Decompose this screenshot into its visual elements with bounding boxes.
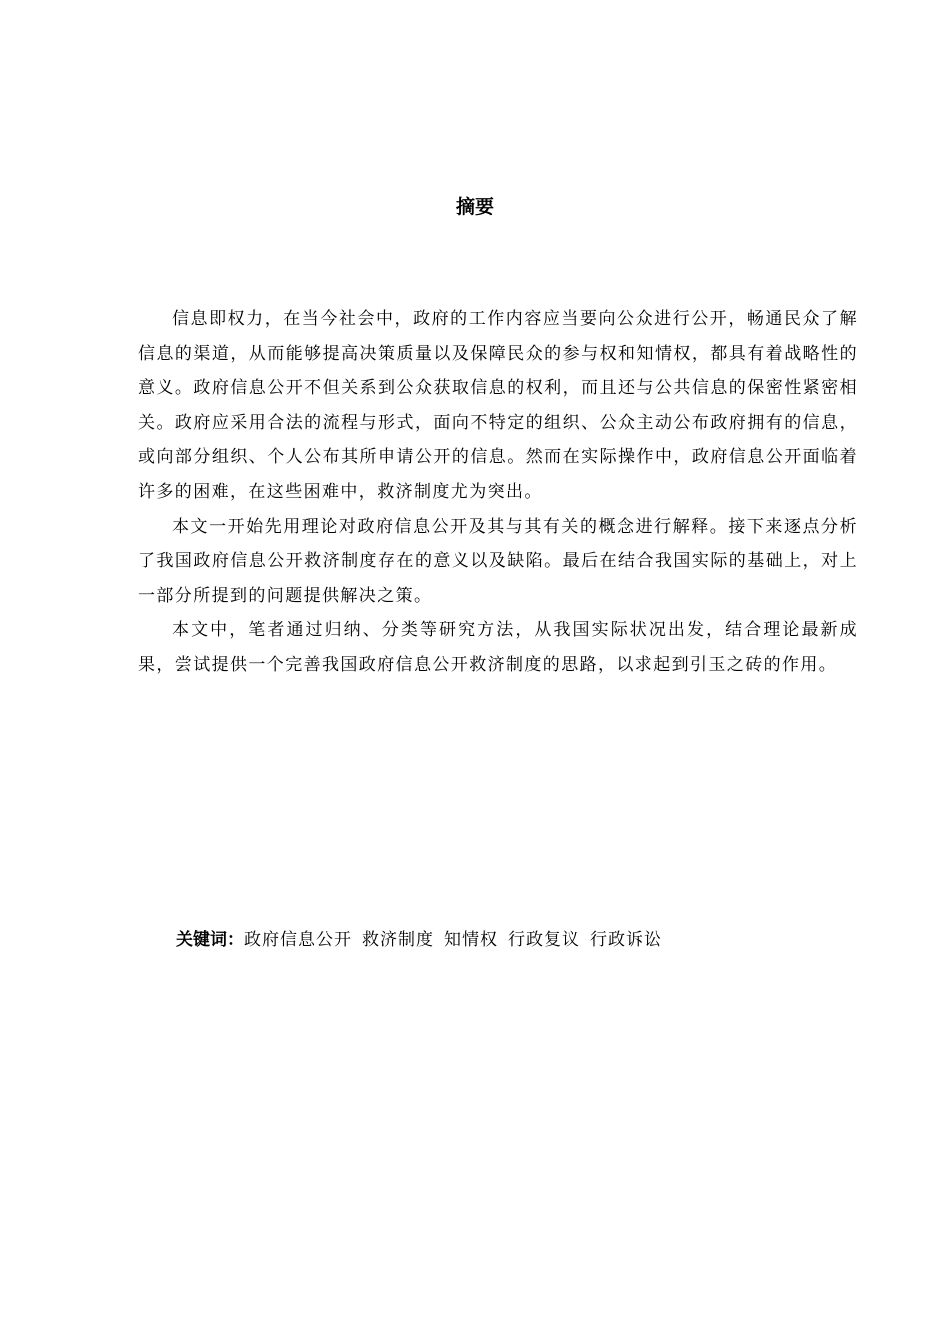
abstract-paragraph-2: 本文一开始先用理论对政府信息公开及其与其有关的概念进行解释。接下来逐点分析了我国政府信息公开救济制度存在的意义以及缺陷。最后在结合我国实际的基础上，对上一部分所提到的问题提供解决之策。	[138, 516, 858, 606]
keyword-item: 行政复议	[508, 930, 580, 950]
keyword-item: 救济制度	[362, 930, 434, 950]
abstract-paragraph-1: 信息即权力，在当今社会中，政府的工作内容应当要向公众进行公开，畅通民众了解信息的渠道，从而能够提高决策质量以及保障民众的参与权和知情权，都具有着战略性的意义。政府信息公开不但关系到公众获取信息的权利，而且还与公共信息的保密性紧密相关。政府应采用合法的流程与形式，面向不特定的组织、公众主动公布政府拥有的信息，或向部分组织、个人公布其所申请公开的信息。然而在实际操作中，政府信息公开面临着许多的困难，在这些困难中，救济制度尤为突出。	[138, 309, 858, 502]
keyword-item: 知情权	[444, 930, 498, 950]
keywords-line	[176, 925, 856, 955]
keyword-item: 行政诉讼	[590, 930, 662, 950]
keywords-label: 关键词：	[176, 930, 244, 950]
page-title: 摘要	[455, 196, 494, 218]
abstract-body	[138, 302, 858, 683]
keyword-item: 政府信息公开	[244, 930, 352, 950]
abstract-paragraph-3: 本文中，笔者通过归纳、分类等研究方法，从我国实际状况出发，结合理论最新成果，尝试提供一个完善我国政府信息公开救济制度的思路，以求起到引玉之砖的作用。	[138, 620, 858, 675]
